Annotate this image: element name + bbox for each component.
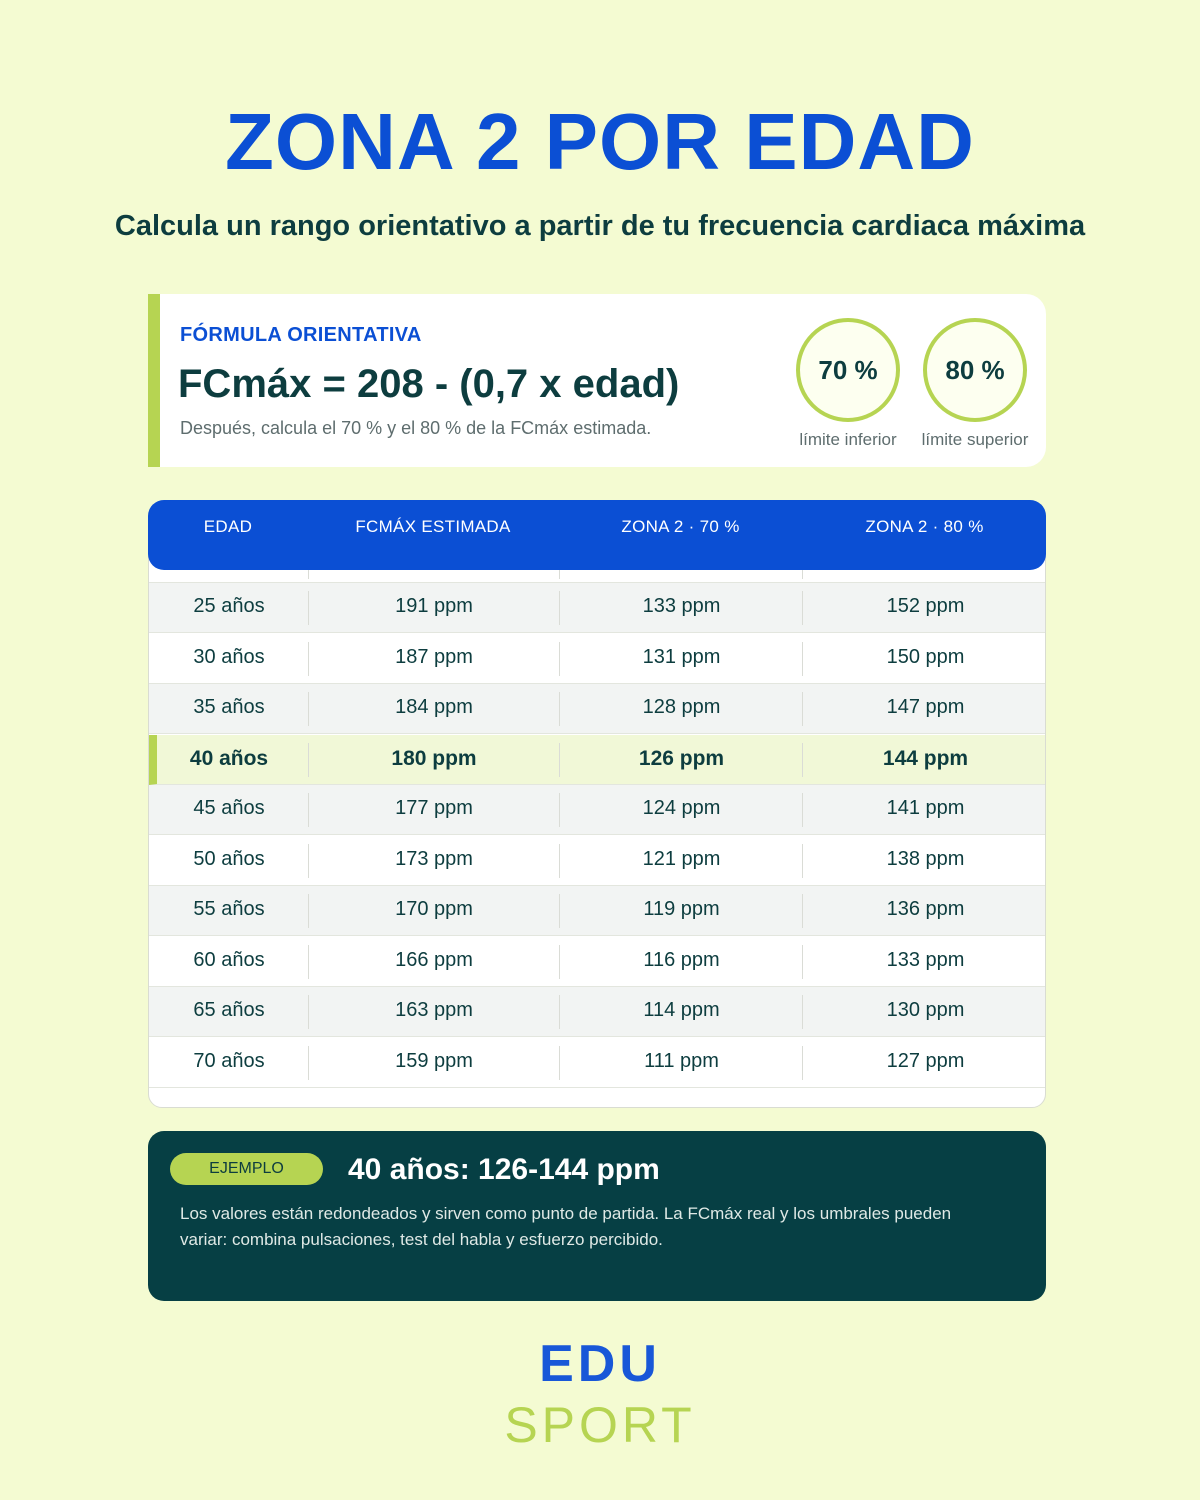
cell-zone80: 138 ppm (886, 847, 965, 870)
table-row (149, 987, 1046, 1037)
column-divider (559, 894, 560, 928)
cell-zone80: 144 ppm (882, 746, 969, 770)
lower-limit-caption: límite inferior (799, 430, 897, 449)
formula-card (148, 294, 1046, 467)
table-row (149, 684, 1046, 734)
cell-zone80: 136 ppm (886, 898, 965, 920)
brand-logo-edu: EDU (539, 1335, 661, 1393)
column-divider (308, 894, 309, 928)
cell-age: 40 años (189, 746, 269, 770)
header-age: EDAD (203, 517, 253, 536)
formula-expression: FCmáx = 208 - (0,7 x edad) (178, 362, 680, 406)
column-divider (308, 995, 309, 1029)
cell-zone70: 114 ppm (643, 999, 720, 1021)
upper-limit-caption: límite superior (921, 430, 1029, 449)
column-divider (308, 793, 309, 827)
table-row (149, 836, 1046, 886)
cell-fcmax: 166 ppm (395, 948, 473, 971)
cell-age: 25 años (193, 595, 265, 617)
cell-zone80: 127 ppm (886, 1049, 965, 1072)
formula-note: Después, calcula el 70 % y el 80 % de la FCmáx estimada. (180, 418, 652, 438)
column-divider (802, 1046, 803, 1080)
table-body (148, 550, 1046, 1108)
cell-zone70: 133 ppm (642, 595, 721, 617)
zone-table (148, 500, 1046, 1110)
cell-zone70: 111 ppm (644, 1049, 719, 1072)
cell-fcmax: 173 ppm (395, 847, 473, 870)
column-divider (802, 692, 803, 726)
column-divider (559, 995, 560, 1029)
column-divider (559, 692, 560, 726)
cell-fcmax: 191 ppm (395, 595, 473, 617)
page-title: ZONA 2 POR EDAD (225, 97, 975, 186)
column-divider (308, 743, 309, 777)
cell-zone70: 119 ppm (643, 898, 720, 920)
cell-zone70: 131 ppm (642, 645, 721, 668)
column-divider (559, 591, 560, 625)
column-divider (802, 642, 803, 676)
column-divider (308, 945, 309, 979)
cell-zone70: 128 ppm (642, 696, 721, 718)
cell-age: 60 años (193, 948, 265, 971)
cell-fcmax: 180 ppm (391, 746, 477, 770)
column-divider (802, 894, 803, 928)
column-divider (559, 844, 560, 878)
cell-zone70: 121 ppm (642, 847, 721, 870)
column-divider (802, 995, 803, 1029)
cell-age: 45 años (193, 797, 265, 819)
column-divider (308, 844, 309, 878)
table-row (149, 937, 1046, 987)
example-box (148, 1131, 1046, 1301)
lower-limit-badge (796, 318, 900, 422)
cell-zone80: 133 ppm (886, 948, 965, 971)
column-divider (559, 793, 560, 827)
column-divider (559, 743, 560, 777)
formula-label: FÓRMULA ORIENTATIVA (180, 324, 422, 346)
table-row (149, 886, 1046, 936)
cell-age: 50 años (193, 847, 265, 870)
cell-age: 55 años (193, 898, 265, 920)
column-divider (308, 642, 309, 676)
cell-fcmax: 177 ppm (395, 797, 473, 819)
column-divider (802, 945, 803, 979)
upper-limit-value: 80 % (945, 354, 1005, 385)
cell-fcmax: 159 ppm (395, 1049, 473, 1072)
column-divider (559, 945, 560, 979)
column-divider (308, 591, 309, 625)
table-row (149, 583, 1046, 633)
column-divider (559, 642, 560, 676)
column-divider (802, 844, 803, 878)
header-fcmax: FCMÁX ESTIMADA (355, 517, 511, 536)
header-zone80: ZONA 2 · 80 % (865, 517, 984, 536)
cell-fcmax: 163 ppm (395, 999, 473, 1021)
table-row (149, 785, 1046, 835)
cell-age: 30 años (193, 645, 265, 668)
upper-limit-badge (923, 318, 1027, 422)
table-row (149, 634, 1046, 684)
cell-zone70: 124 ppm (642, 797, 721, 819)
column-divider (559, 1046, 560, 1080)
cell-zone80: 150 ppm (886, 645, 965, 668)
cell-zone80: 152 ppm (886, 595, 965, 617)
example-headline: 40 años: 126-144 ppm (348, 1153, 660, 1186)
example-text: Los valores están redondeados y sirven como punto de partida. La FCmáx real y los umbrales pueden variar: combina pulsaciones, test del habla y esfuerzo percibido. (180, 1204, 952, 1249)
column-divider (802, 591, 803, 625)
cell-fcmax: 184 ppm (395, 696, 473, 718)
table-header (148, 500, 1046, 570)
cell-zone70: 116 ppm (643, 948, 720, 971)
lower-limit-value: 70 % (818, 354, 878, 385)
column-divider (308, 1046, 309, 1080)
cell-zone70: 126 ppm (638, 746, 725, 770)
cell-age: 65 años (193, 999, 265, 1021)
column-divider (308, 692, 309, 726)
column-divider (802, 743, 803, 777)
cell-age: 70 años (193, 1049, 265, 1072)
page-subtitle: Calcula un rango orientativo a partir de tu frecuencia cardiaca máxima (114, 210, 1086, 242)
brand-logo-sport: SPORT (504, 1397, 696, 1453)
column-divider (802, 793, 803, 827)
table-row (149, 1038, 1046, 1088)
table-row (149, 735, 1046, 785)
cell-age: 35 años (193, 696, 265, 718)
cell-fcmax: 187 ppm (395, 645, 473, 668)
example-tag: EJEMPLO (170, 1153, 323, 1185)
cell-zone80: 141 ppm (886, 797, 965, 819)
cell-zone80: 147 ppm (886, 696, 965, 718)
cell-zone80: 130 ppm (886, 999, 965, 1021)
header-zone70: ZONA 2 · 70 % (621, 517, 740, 536)
cell-fcmax: 170 ppm (395, 898, 473, 920)
